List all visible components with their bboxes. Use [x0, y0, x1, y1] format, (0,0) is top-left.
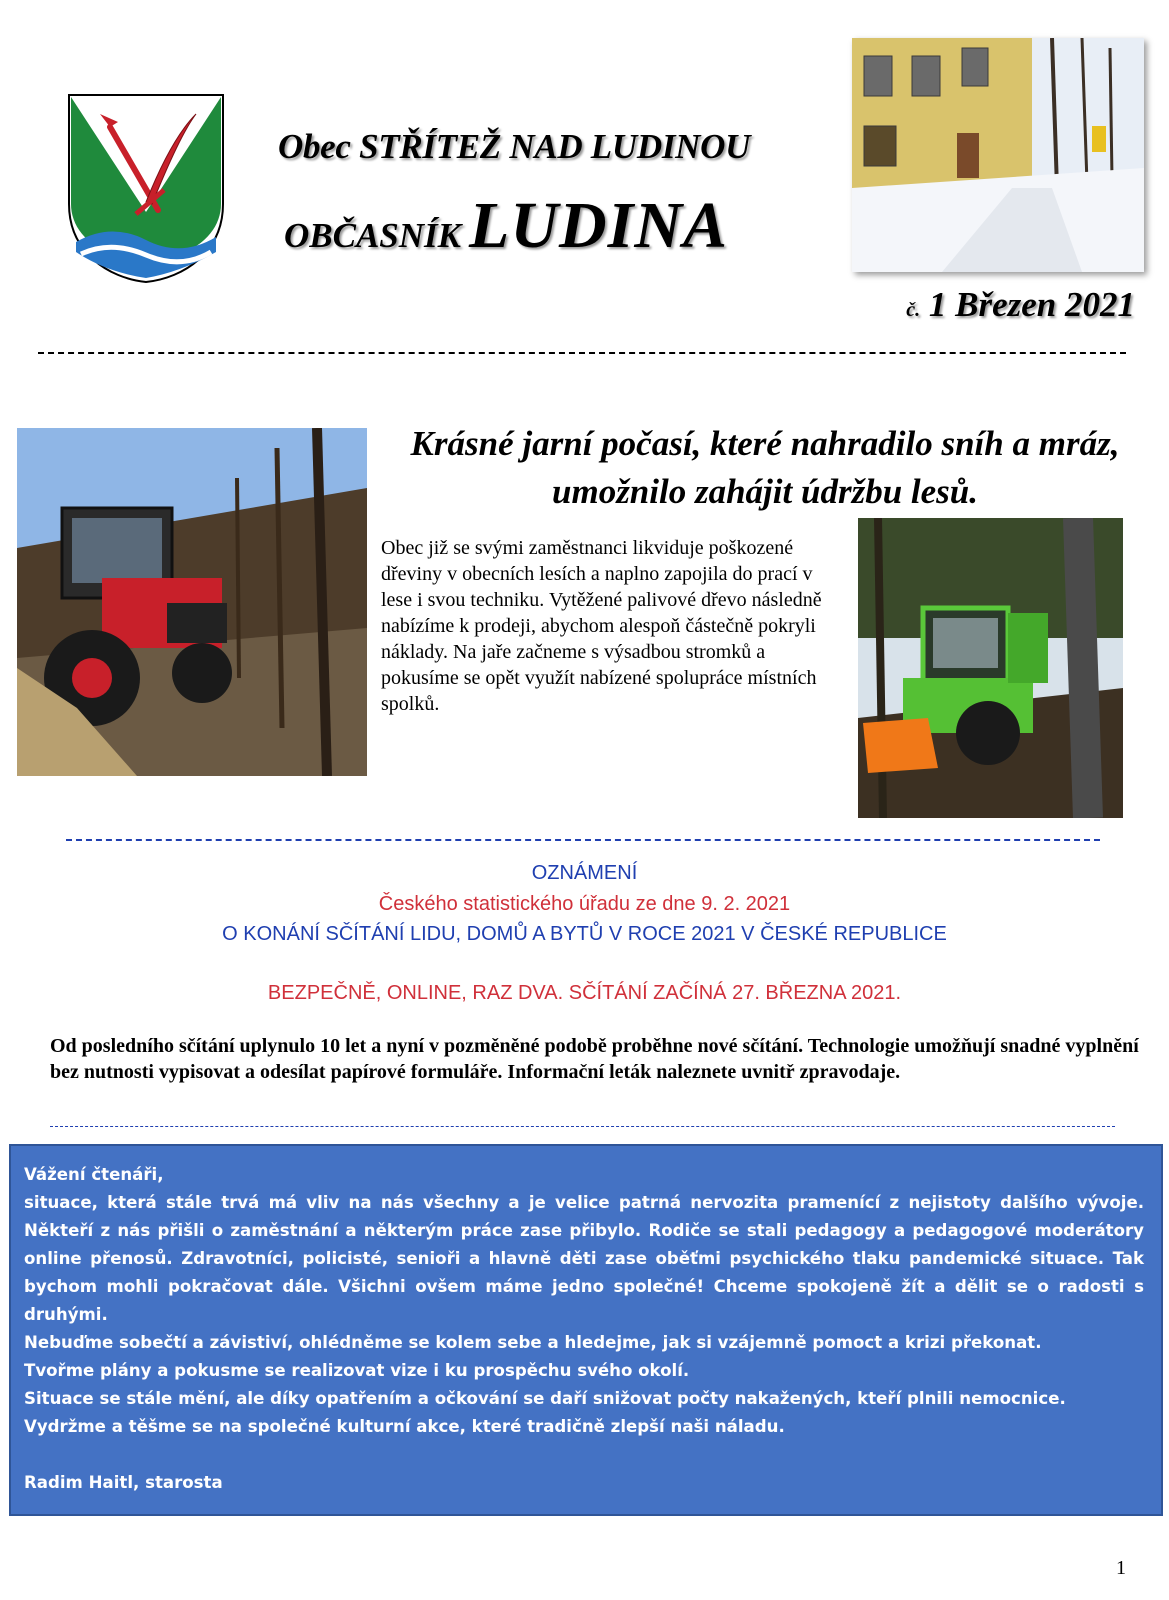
- letter-paragraph-4: Situace se stále mění, ale díky opatřením a očkování se daří snižovat počty nakažených, kteří plnili nemocnice.: [24, 1389, 1066, 1408]
- announcement-heading: OZNÁMENÍ: [531, 862, 638, 884]
- letter-spacer: [24, 1441, 1144, 1469]
- header-divider: [38, 352, 1126, 354]
- letter-paragraph-3: Tvořme plány a pokusme se realizovat vize i ku prospěchu svého okolí.: [24, 1361, 690, 1380]
- letter-signature: Radim Haitl, starosta: [24, 1473, 223, 1492]
- issue-prefix: č.: [906, 299, 921, 321]
- letter-paragraph-2: Nebuďme sobečtí a závistiví, ohlédněme se kolem sebe a hledejme, jak si vzájemně pomoct a krizi překonat.: [24, 1333, 1042, 1352]
- announcement-slogan: BEZPEČNĚ, ONLINE, RAZ DVA. SČÍTÁNÍ ZAČÍNÁ 27. BŘEZNA 2021.: [267, 982, 902, 1004]
- issue-info: [906, 285, 1135, 325]
- town-hall-winter-photo: [852, 38, 1144, 272]
- newsletter-title: [284, 188, 728, 264]
- letter-paragraph-5: Vydržme a těšme se na společné kulturní akce, které tradičně zlepší naši náladu.: [24, 1417, 785, 1436]
- announcement-body: Od posledního sčítání uplynulo 10 let a nyní v pozměněné podobě proběhne nové sčítání. Technologie umožňují snadné vyplnění bez nutnosti vypisovat a odesílat papírové formuláře. Informační leták naleznete uvnitř zpravodaje.: [50, 1035, 1139, 1083]
- municipality-title: Obec STŘÍTEŽ NAD LUDINOU: [278, 127, 751, 166]
- announcement-subject: O KONÁNÍ SČÍTÁNÍ LIDU, DOMŮ A BYTŮ V ROCE 2021 V ČESKÉ REPUBLICE: [222, 923, 947, 945]
- red-tractor-photo: [17, 428, 367, 776]
- article-divider: [66, 839, 1100, 841]
- page-number: 1: [1116, 1557, 1126, 1579]
- mayor-letter-box: [9, 1144, 1163, 1516]
- letter-paragraph-1: situace, která stále trvá má vliv na nás všechny a je velice patrná nervozita pramenící z nejistoty dalšího vývoje. Někteří z nás přišli o zaměstnání a některým práce zase přibylo. Rodiče se stali pedagogy a pedagogové moderátory online přenosů. Zdravotníci, policisté, senioři a hlavně děti zase oběťmi psychického tlaku pandemické situace. Tak bychom mohli pokračovat dále. Všichni ovšem máme jedno společné! Chceme spokojeně žít a dělit se o radosti s druhými.: [24, 1193, 1144, 1324]
- announcement-source: Českého statistického úřadu ze dne 9. 2. 2021: [378, 893, 791, 915]
- newsletter-name: LUDINA: [469, 189, 729, 262]
- issue-number-date: 1 Březen 2021: [928, 285, 1135, 324]
- article-body: Obec již se svými zaměstnanci likviduje poškozené dřeviny v obecních lesích a naplno zapojila do prací v lese i svou techniku. Vytěžené palivové dřevo následně nabízíme k prodeji, abychom alespoň částečně pokryli náklady. Na jaře začneme s výsadbou stromků a pokusíme se opět využít nabízené spolupráce místních spolků.: [381, 537, 822, 715]
- letter-greeting: Vážení čtenáři,: [24, 1165, 164, 1184]
- municipal-coat-of-arms: [66, 92, 226, 284]
- announcement-divider: [50, 1126, 1115, 1127]
- newsletter-title-prefix: OBČASNÍK: [284, 216, 462, 255]
- green-tractor-photo: [858, 518, 1123, 818]
- article-headline: Krásné jarní počasí, které nahradilo sníh a mráz, umožnilo zahájit údržbu lesů.: [410, 424, 1120, 511]
